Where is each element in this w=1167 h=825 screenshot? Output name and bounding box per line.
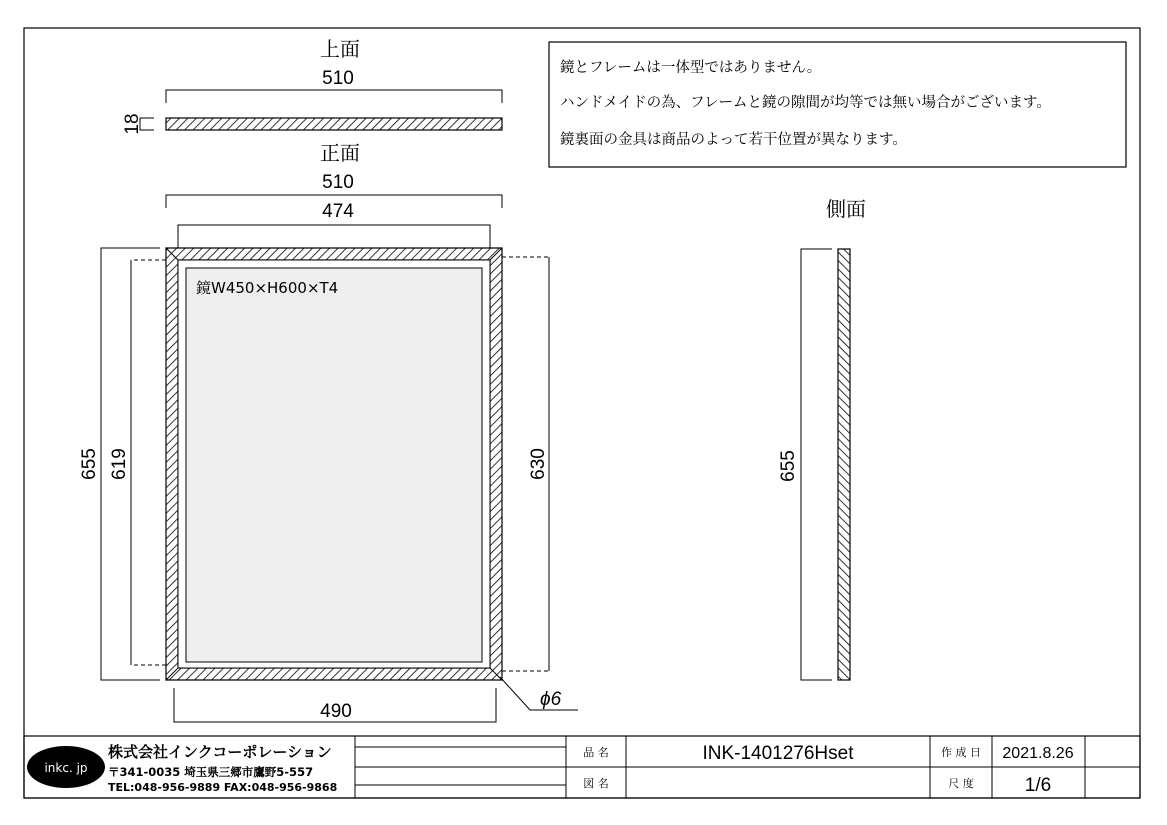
side-view-label: 側面 (826, 197, 866, 221)
front-right-height-dim: 630 (528, 448, 550, 480)
top-view-label: 上面 (320, 37, 360, 61)
title-block (24, 736, 1140, 798)
company-name: 株式会社インクコーポレーション (108, 743, 332, 761)
side-view-frame (838, 249, 850, 680)
mirror-panel (186, 268, 482, 662)
front-bottom-width-dim: 490 (320, 701, 352, 722)
date-label: 作 成 日 (941, 746, 981, 759)
date-value: 2021.8.26 (1002, 745, 1074, 762)
side-height-dim: 655 (778, 450, 800, 482)
note-2: ハンドメイドの為、フレームと鏡の隙間が均等では無い場合がございます。 (560, 95, 1051, 111)
drawing-label: 図 名 (583, 777, 609, 790)
product-value: INK-1401276Hset (702, 743, 854, 764)
hole-dim: ϕ6 (540, 689, 562, 710)
note-1: 鏡とフレームは一体型ではありません。 (560, 60, 822, 76)
front-outer-height-dim: 655 (79, 448, 101, 480)
top-thickness-dim: 18 (122, 113, 144, 135)
company-contact: TEL:048-956-9889 FAX:048-956-9868 (108, 781, 338, 794)
front-inner-height-dim: 619 (109, 448, 131, 480)
note-3: 鏡裏面の金具は商品のよって若干位置が異なります。 (560, 132, 907, 148)
product-label: 品 名 (583, 746, 609, 759)
front-view-label: 正面 (320, 141, 360, 165)
mirror-spec: 鏡W450×H600×T4 (196, 279, 339, 297)
scale-label: 尺 度 (948, 777, 974, 790)
front-outer-width-dim: 510 (322, 172, 354, 193)
scale-value: 1/6 (1024, 775, 1052, 796)
notes-box (549, 42, 1126, 167)
top-view (122, 37, 502, 135)
logo-text: inkc. jp (44, 761, 88, 775)
front-inner-width-dim: 474 (322, 201, 354, 222)
company-address: 〒341-0035 埼玉県三郷市鷹野5-557 (108, 765, 314, 779)
top-view-frame (166, 118, 502, 130)
front-view (79, 141, 578, 722)
side-view (778, 197, 866, 680)
top-width-dim: 510 (322, 68, 354, 89)
